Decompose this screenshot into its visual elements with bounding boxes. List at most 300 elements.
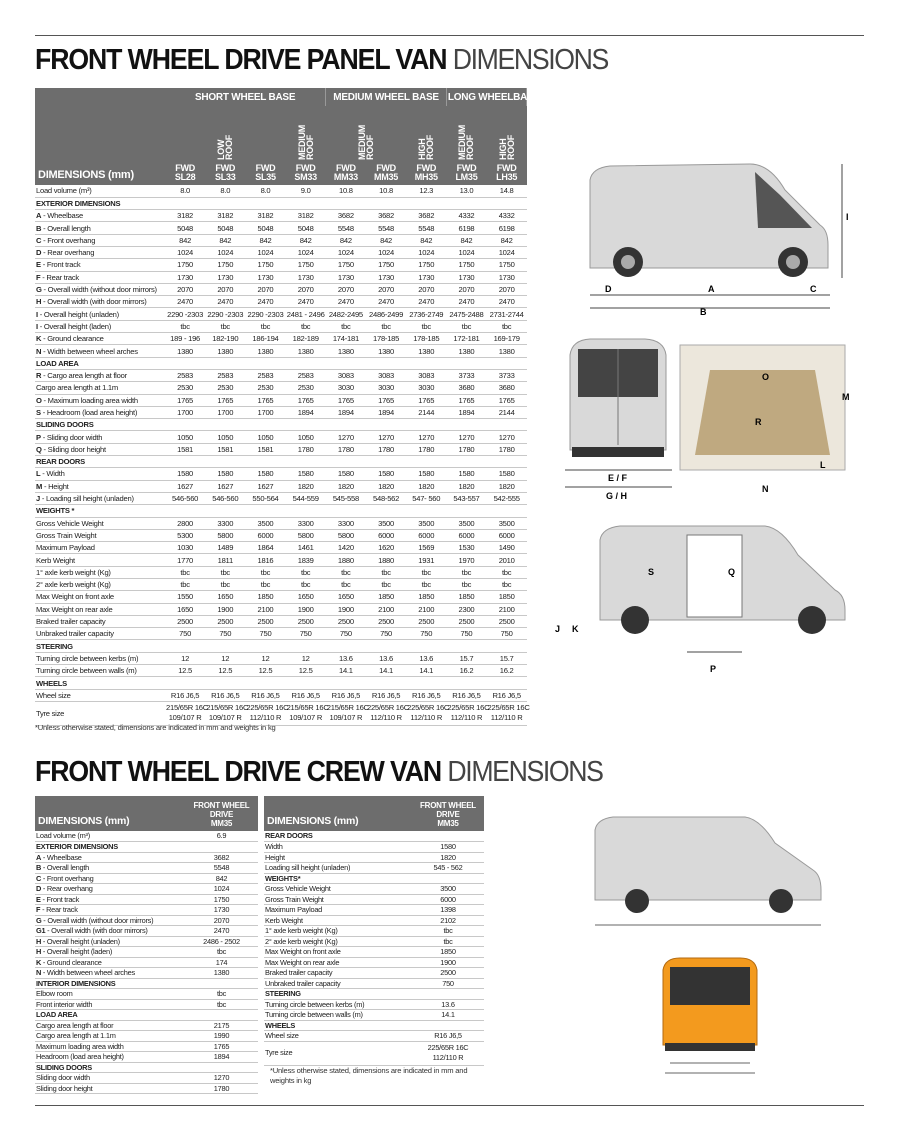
cell-value: 2100 [245,603,285,615]
row-label: Cargo area length at floor [35,1020,185,1031]
cell-value: 1620 [366,542,406,554]
cell-value: 12.5 [205,665,245,677]
row-key: N [36,968,42,977]
table-row [35,947,258,958]
van-interior-diagram [680,340,855,500]
cell-value: 2470 [326,296,366,308]
label-a: A [708,284,715,294]
cell-value: 1850 [406,591,446,603]
table-row [35,999,258,1010]
cell-value: 1490 [487,542,527,554]
cell-value: 2070 [286,283,326,295]
table-row [35,443,527,455]
row-label: P - Sliding door width [35,431,165,443]
cell-value: 186-194 [245,333,285,345]
cell-value: tbc [412,926,484,937]
cell-value: 3182 [245,210,285,222]
model-code-header: FWD SL28 [165,164,205,185]
row-label: Kerb Weight [35,554,165,566]
table-row [35,566,527,578]
table-row [35,905,258,916]
cell-value: 1864 [245,542,285,554]
cell-value: 1750 [326,259,366,271]
cell-value: 750 [406,628,446,640]
row-label: Width [264,842,412,853]
cell-value: tbc [245,579,285,591]
cell-value: 225/65R 16C 112/110 R [245,701,285,725]
cell-value: 1820 [326,480,366,492]
cell-value: 1730 [286,271,326,283]
cell-value: 1765 [165,394,205,406]
cell-value: 1380 [185,968,258,979]
cell-value: 12.5 [286,665,326,677]
cell-value: tbc [245,566,285,578]
cell-value: 5048 [165,222,205,234]
cell-value: 2486 - 2502 [185,936,258,947]
row-label: Q - Sliding door height [35,443,165,455]
cell-value: 2500 [446,615,486,627]
cell-value: 12.5 [165,665,205,677]
model-code-header: FWD MM35 [366,164,406,185]
cell-value: 2070 [446,283,486,295]
table-row [264,936,484,947]
cell-value: 5048 [286,222,326,234]
cell-value: 1580 [245,468,285,480]
table-row [35,492,527,504]
section-label: SLIDING DOORS [35,1062,258,1073]
cell-value: 1581 [165,443,205,455]
cell-value: 1780 [406,443,446,455]
roof-label: HIGH ROOF [417,135,436,160]
model-code-header: FWD SM33 [286,164,326,185]
cell-value: 1900 [412,957,484,968]
cell-value: 1850 [446,591,486,603]
row-label: Turning circle between walls (m) [35,665,165,677]
cell-value: 1880 [326,554,366,566]
cell-value: 1580 [326,468,366,480]
cell-value: tbc [366,320,406,332]
cell-value: 3300 [205,517,245,529]
cell-value: 1024 [185,884,258,895]
row-label: G1 - Overall width (with door mirrors) [35,926,185,937]
label-gh: G / H [606,491,628,501]
cell-value: tbc [245,320,285,332]
cell-value: 225/65R 16C 112/110 R [412,1041,484,1065]
cell-value: 14.1 [406,665,446,677]
cell-value: 750 [366,628,406,640]
cell-value: 215/65R 16C 109/107 R [286,701,326,725]
cell-value: 2736-2749 [406,308,446,320]
row-label: Turning circle between kerbs (m) [35,652,165,664]
cell-value: 1580 [446,468,486,480]
row-label: C - Front overhang [35,234,165,246]
cell-value: 2290 -2303 [205,308,245,320]
cell-value: 1380 [366,345,406,357]
cell-value: 6000 [245,529,285,541]
cell-value: 1765 [366,394,406,406]
row-label: Max Weight on front axle [264,947,412,958]
cell-value: 1894 [286,406,326,418]
cell-value: 225/65R 16C 112/110 R [446,701,486,725]
cell-value: 1839 [286,554,326,566]
model-code-header: FWD LH35 [487,164,527,185]
roof-header [165,106,286,164]
cell-value: 1970 [446,554,486,566]
cell-value: 2070 [406,283,446,295]
cell-value: 1750 [446,259,486,271]
row-label: B - Overall length [35,222,165,234]
table-row [35,926,258,937]
row-key: Q [36,444,42,454]
row-label: Braked trailer capacity [35,615,165,627]
title-bold: FRONT WHEEL DRIVE CREW VAN [35,756,442,788]
title-light: DIMENSIONS [447,756,603,788]
wheelbase-group-header: SHORT WHEEL BASE [165,88,326,106]
cell-value: tbc [412,936,484,947]
row-label: E - Front track [35,259,165,271]
row-label: Load volume (m³) [35,185,165,197]
table-row [35,968,258,979]
cell-value: 5548 [185,863,258,874]
cell-value: 6000 [366,529,406,541]
label-ef: E / F [608,473,628,483]
table-row [35,1031,258,1042]
row-label: I - Overall height (unladen) [35,308,165,320]
cell-value: 12 [286,652,326,664]
row-key: N [36,346,42,356]
section-label: EXTERIOR DIMENSIONS [35,197,527,209]
cell-value: 225/65R 16C 112/110 R [406,701,446,725]
row-label: 2° axle kerb weight (Kg) [35,579,165,591]
table-row [35,394,527,406]
label-m: M [842,392,850,402]
cell-value: 1780 [326,443,366,455]
cell-value: 1050 [205,431,245,443]
cell-value: 1730 [185,905,258,916]
cell-value: 3682 [406,210,446,222]
cell-value: 2583 [165,369,205,381]
cell-value: 2500 [245,615,285,627]
row-key: S [36,407,41,417]
cell-value: 1581 [205,443,245,455]
section-label: WEIGHTS * [35,505,527,517]
cell-value: 1024 [245,246,285,258]
cell-value: 3733 [446,369,486,381]
cell-value: 1750 [487,259,527,271]
cell-value: 10.8 [326,185,366,197]
row-key: R [36,371,42,381]
table-row [35,852,258,863]
table-row [35,1073,258,1084]
table-row [35,665,527,677]
cell-value: 1765 [245,394,285,406]
row-label: Wheel size [35,689,165,701]
row-label: 1° axle kerb weight (Kg) [264,926,412,937]
cell-value: 2470 [185,926,258,937]
table-row [264,863,484,874]
cell-value: 1770 [165,554,205,566]
cell-value: 14.1 [412,1010,484,1021]
cell-value: 2102 [412,915,484,926]
cell-value: 1569 [406,542,446,554]
row-label: Front interior width [35,999,185,1010]
label-k: K [572,624,579,634]
cell-value: 3083 [406,369,446,381]
row-key: G [36,915,42,925]
cell-value: 1024 [406,246,446,258]
dimensions-header: DIMENSIONS (mm) [264,796,412,831]
cell-value: 1894 [185,1052,258,1063]
cell-value: 1380 [446,345,486,357]
row-label: Gross Train Weight [35,529,165,541]
cell-value: 2500 [412,968,484,979]
cell-value: 215/65R 16C 109/107 R [326,701,366,725]
cell-value: 1581 [245,443,285,455]
section-row [35,842,258,853]
cell-value: 550-564 [245,492,285,504]
cell-value: 750 [205,628,245,640]
cell-value: 1270 [326,431,366,443]
section-label: EXTERIOR DIMENSIONS [35,842,258,853]
table-row [35,628,527,640]
cell-value: 3300 [326,517,366,529]
cell-value: 1894 [446,406,486,418]
cell-value: 3682 [326,210,366,222]
cell-value: 1730 [366,271,406,283]
cell-value: 1780 [286,443,326,455]
cell-value: 1380 [165,345,205,357]
cell-value: 2500 [205,615,245,627]
cell-value: 1580 [366,468,406,480]
table-row [35,579,527,591]
row-label: Headroom (load area height) [35,1052,185,1063]
cell-value: 1627 [165,480,205,492]
table-row [35,185,527,197]
cell-value: 546-560 [165,492,205,504]
row-label: G - Overall width (without door mirrors) [35,915,185,926]
cell-value: 2100 [487,603,527,615]
label-p: P [710,664,717,674]
cell-value: R16 J6,5 [366,689,406,701]
row-key: C [36,873,42,883]
cell-value: 2300 [446,603,486,615]
cell-value: tbc [446,579,486,591]
roof-header [326,106,406,164]
cell-value: 2470 [205,296,245,308]
row-key: K [36,957,42,967]
row-key: J [36,494,40,504]
section-row [264,1020,484,1031]
cell-value: 1750 [165,259,205,271]
row-label: Load volume (m³) [35,831,185,842]
crew-van-rear-diagram [655,955,765,1085]
cell-value: 1580 [286,468,326,480]
table-row [35,831,258,842]
cell-value: 1730 [245,271,285,283]
row-label: Cargo area length at 1.1m [35,1031,185,1042]
cell-value: 5048 [205,222,245,234]
cell-value: 842 [245,234,285,246]
row-key: B [36,863,42,872]
cell-value: 1380 [205,345,245,357]
cell-value: 3500 [245,517,285,529]
section-row [264,989,484,1000]
table-row [35,652,527,664]
cell-value: tbc [326,320,366,332]
row-label: 2° axle kerb weight (Kg) [264,936,412,947]
cell-value: 1750 [205,259,245,271]
table-row [35,915,258,926]
cell-value: tbc [326,566,366,578]
cell-value: 1850 [366,591,406,603]
cell-value: R16 J6,5 [205,689,245,701]
cell-value: 1024 [286,246,326,258]
cell-value: 842 [286,234,326,246]
row-label: L - Width [35,468,165,480]
cell-value: 2070 [366,283,406,295]
row-label: D - Rear overhang [35,246,165,258]
section-label: STEERING [35,640,527,652]
cell-value: 1580 [487,468,527,480]
cell-value: 13.6 [412,999,484,1010]
section-row [35,677,527,689]
section-label: WHEELS [35,677,527,689]
cell-value: 16.2 [446,665,486,677]
cell-value: 2481 - 2496 [286,309,325,319]
row-label: Loading sill height (unladen) [264,863,412,874]
table-row [35,406,527,418]
cell-value: 12 [245,652,285,664]
cell-value: R16 J6,5 [487,689,527,701]
cell-value: 1024 [487,246,527,258]
table-row [35,333,527,345]
cell-value: 1750 [366,259,406,271]
cell-value: 547- 560 [406,492,446,504]
cell-value: tbc [366,579,406,591]
row-key: F [36,272,41,282]
cell-value: 544-559 [286,492,326,504]
top-rule [35,35,864,36]
section-label: WEIGHTS* [264,873,484,884]
cell-value: 2800 [165,517,205,529]
row-label: Gross Vehicle Weight [264,884,412,895]
cell-value: 1765 [406,394,446,406]
row-label: R - Cargo area length at floor [35,369,165,381]
cell-value: 1580 [412,842,484,853]
wheelbase-group-header: MEDIUM WHEEL BASE [326,88,447,106]
row-label: Braked trailer capacity [264,968,412,979]
cell-value: 3680 [487,382,527,394]
cell-value: 1730 [446,271,486,283]
cell-value: 5548 [406,222,446,234]
cell-value: 2731-2744 [487,308,527,320]
label-i: I [846,212,849,222]
crew-footnote: *Unless otherwise stated, dimensions are indicated in mm and weights in kg [270,1066,468,1085]
cell-value: 182-189 [286,333,326,345]
cell-value: 6000 [406,529,446,541]
row-label: N - Width between wheel arches [35,968,185,979]
cell-value: 546-560 [205,492,245,504]
table-row [35,271,527,283]
cell-value: 2530 [165,382,205,394]
cell-value: 5548 [366,222,406,234]
model-code-header: FWD SL33 [205,164,245,185]
section-row [35,357,527,369]
table-row [35,989,258,1000]
crew-van-table-right [264,796,484,1066]
cell-value: 2070 [487,283,527,295]
table-row [35,591,527,603]
cell-value: 2470 [245,296,285,308]
cell-value: 189 - 196 [165,333,205,345]
table-row [35,1041,258,1052]
table-row [264,999,484,1010]
row-key: I [36,321,38,331]
table-row [264,1010,484,1021]
row-label: Turning circle between kerbs (m) [264,999,412,1010]
roof-header [487,106,527,164]
cell-value: 5800 [326,529,366,541]
cell-value: 13.6 [326,652,366,664]
cell-value: tbc [487,579,527,591]
label-r: R [755,417,762,427]
row-label: Kerb Weight [264,915,412,926]
row-label: K - Ground clearance [35,957,185,968]
table-row [35,382,527,394]
cell-value: tbc [286,579,326,591]
roof-label: MEDIUM ROOF [457,125,476,160]
row-label: G - Overall width (without door mirrors) [35,283,165,295]
cell-value: 2470 [406,296,446,308]
cell-value: 12.3 [406,185,446,197]
section-label: SLIDING DOORS [35,419,527,431]
cell-value: 1380 [406,345,446,357]
cell-value: 12 [165,652,205,664]
section-label: LOAD AREA [35,357,527,369]
table-row [35,517,527,529]
cell-value: 1270 [185,1073,258,1084]
table-row [35,210,527,222]
cell-value: 1730 [205,271,245,283]
cell-value: 12.5 [245,665,285,677]
cell-value: 2486-2499 [366,308,406,320]
group-header-row [35,88,527,106]
section-row [264,831,484,842]
roof-label: HIGH ROOF [497,135,516,160]
row-key: D [36,248,42,258]
section-label: STEERING [264,989,484,1000]
row-label: Max Weight on rear axle [35,603,165,615]
cell-value: 3083 [326,369,366,381]
table-row [35,308,527,320]
cell-value: 9.0 [286,185,326,197]
cell-value: tbc [406,566,446,578]
cell-value: 2175 [185,1020,258,1031]
table-row [35,863,258,874]
row-label: F - Rear track [35,905,185,916]
row-key: L [36,469,41,479]
cell-value: 1750 [406,259,446,271]
row-label: J - Loading sill height (unladen) [35,492,165,504]
row-key: E [36,260,41,270]
cell-value: tbc [185,947,258,958]
cell-value: 1811 [205,554,245,566]
model-header: FRONT WHEEL DRIVE MM35 [185,796,258,831]
table-row [35,689,527,701]
dimensions-header: DIMENSIONS (mm) [38,169,134,181]
cell-value: 1750 [286,259,326,271]
cell-value: 1580 [205,468,245,480]
